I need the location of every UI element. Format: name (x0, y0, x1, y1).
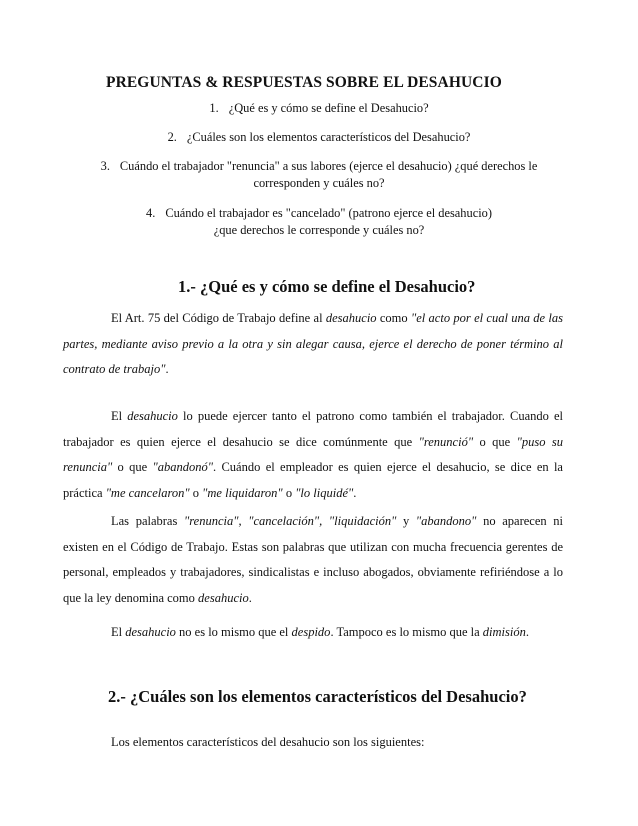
toc-text: Cuándo el trabajador es "cancelado" (patrono ejerce el desahucio) (165, 206, 492, 220)
toc-item-3 (0, 158, 638, 192)
document-title: PREGUNTAS & RESPUESTAS SOBRE EL DESAHUCIO (106, 74, 502, 91)
toc-text: Cuándo el trabajador "renuncia" a sus labores (ejerce el desahucio) ¿qué derechos le (119, 159, 538, 173)
toc-item-2 (0, 129, 638, 146)
toc-item-4 (0, 205, 638, 239)
toc-text-continuation: corresponden y cuáles no? (253, 176, 385, 190)
section-2-intro: Los elementos característicos del desahucio son los siguientes: (111, 735, 425, 749)
section-2-heading: 2.- ¿Cuáles son los elementos característicos del Desahucio? (108, 687, 527, 706)
section-1-paragraph-4: El desahucio no es lo mismo que el despido. Tampoco es lo mismo que la dimisión. (111, 625, 529, 639)
toc-text-continuation: ¿que derechos le corresponde y cuáles no? (213, 223, 425, 237)
toc-number: 2. (167, 130, 177, 144)
toc-number: 1. (209, 101, 219, 115)
section-1-paragraph-1: El Art. 75 del Código de Trabajo define al desahucio como "el acto por el cual una de las partes, mediante aviso previo a la otra y sin alegar causa, ejerce el derecho de poner término al contrato de trabajo". (63, 311, 563, 376)
section-1-heading: 1.- ¿Qué es y cómo se define el Desahucio? (178, 277, 476, 296)
toc-text: ¿Qué es y cómo se define el Desahucio? (228, 101, 429, 115)
toc-item-1 (0, 100, 638, 117)
section-1-paragraph-3: Las palabras "renuncia", "cancelación", "liquidación" y "abandono" no aparecen ni existen en el Código de Trabajo. Estas son palabras que utilizan con mucha frecuencia gerentes de personal, empleados y trabajadores, sindicalistas e incluso abogados, obviamente refiriéndose a lo que la ley denomina como desahucio. (63, 514, 564, 605)
toc-number: 4. (146, 206, 156, 220)
toc-text: ¿Cuáles son los elementos característicos del Desahucio? (186, 130, 471, 144)
toc-number: 3. (100, 159, 110, 173)
section-1-paragraph-2: El desahucio lo puede ejercer tanto el patrono como también el trabajador. Cuando el trabajador es quien ejerce el desahucio se dice comúnmente que "renunció" o que "puso su renuncia" o que "abandonó". Cuándo el empleador es quien ejerce el desahucio, se dice en la práctica "me cancelaron" o "me liquidaron" o "lo liquidé". (63, 409, 563, 500)
